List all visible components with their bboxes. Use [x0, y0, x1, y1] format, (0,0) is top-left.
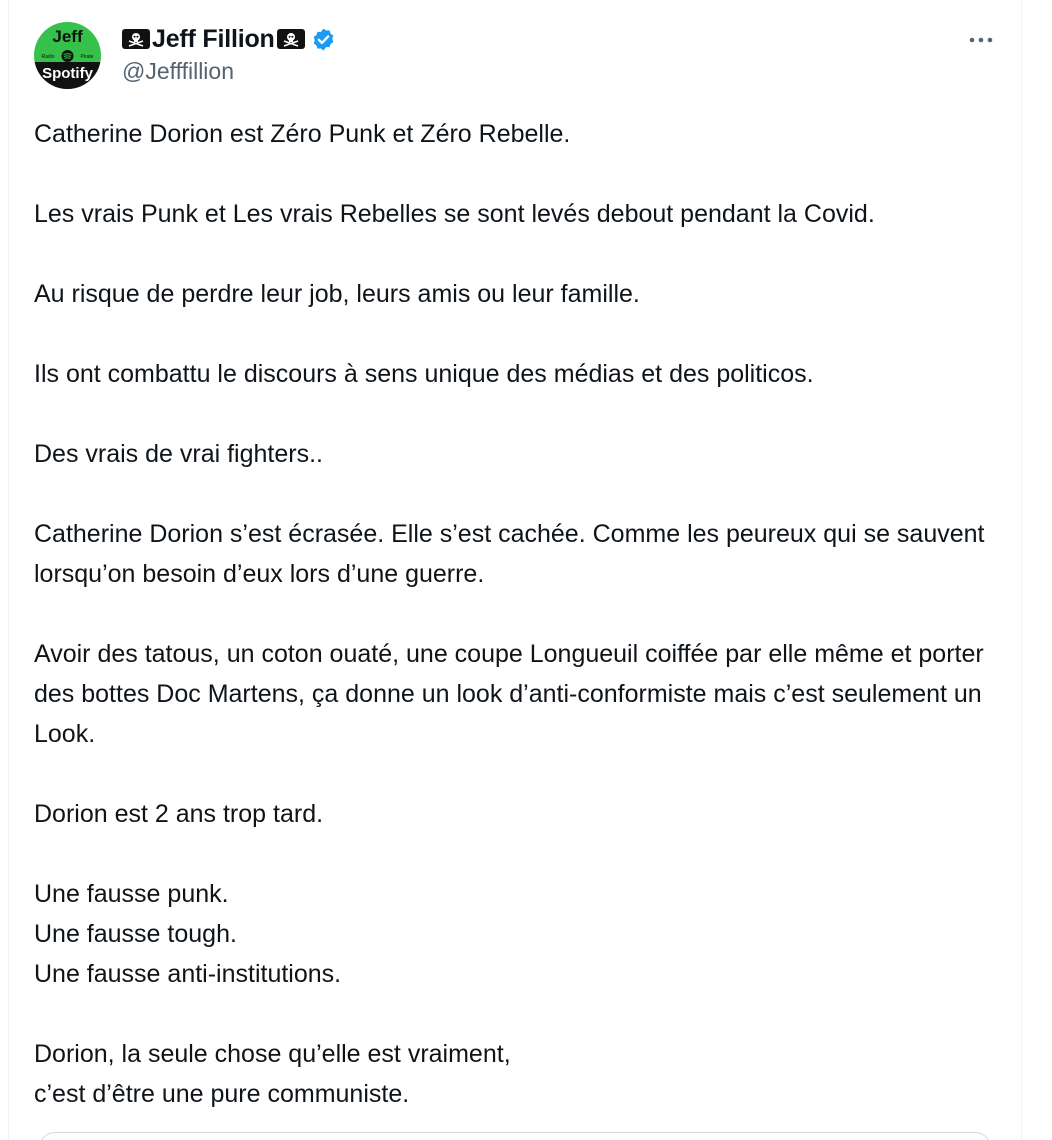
- display-name[interactable]: Jeff Fillion: [152, 24, 275, 53]
- avatar-bottom-text: Spotify: [42, 65, 93, 82]
- tweet-text: Catherine Dorion est Zéro Punk et Zéro Rebelle. Les vrais Punk et Les vrais Rebelles se sont levés debout pendant la Covid. Au risque de perdre leur job, leurs amis ou leur famille. Ils ont combattu le discours à sens unique des médias et des politicos. Des vrais de vrai fighters.. Catherine Dorion s’est écrasée. Elle s’est cachée. Comme les peureux qui se sauvent lorsqu’on besoin d’eux lors d’une guerre. Avoir des tatous, un coton ouaté, une coupe Longueuil coiffée par elle même et porter des bottes Doc Martens, ça donne un look d’anti-conformiste mais c’est seulement un Look. Dorion est 2 ans trop tard. Une fausse punk. Une fausse tough. Une fausse anti-institutions. Dorion, la seule chose qu’elle est vraiment, c’est d’être une pure communiste.: [34, 120, 985, 1108]
- more-options-button[interactable]: [961, 26, 1001, 54]
- avatar-side-left-text: Radio: [41, 54, 55, 60]
- more-dots-icon: [968, 36, 994, 44]
- pirate-flag-icon: [122, 29, 150, 49]
- tweet-header: [122, 22, 1001, 92]
- pirate-flag-icon: [277, 29, 305, 49]
- name-row: [122, 22, 1001, 56]
- tweet-card: [8, 0, 1022, 1140]
- user-handle[interactable]: @Jefffillion: [122, 58, 235, 84]
- avatar-top-text: Jeff: [52, 27, 83, 46]
- avatar-side-right-text: Pirate: [80, 54, 94, 60]
- verified-badge-icon: [311, 27, 336, 52]
- embedded-card[interactable]: [39, 1132, 991, 1140]
- avatar[interactable]: [34, 22, 101, 89]
